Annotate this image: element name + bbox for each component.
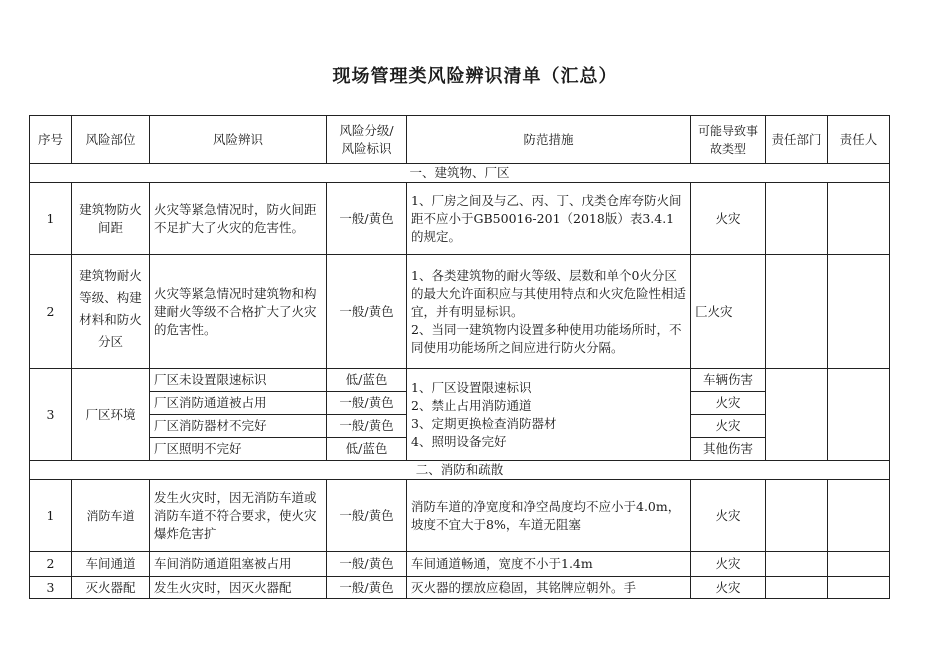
cell-accident: 其他伤害 (691, 438, 766, 461)
cell-location: 建筑物耐火等级、构建材料和防火分区 (79, 267, 142, 349)
cell-location: 车间通道 (72, 552, 150, 577)
section-row (30, 461, 890, 480)
section-title: 二、消防和疏散 (30, 461, 890, 480)
header-measures: 防范措施 (407, 116, 691, 164)
table-row (30, 577, 890, 599)
cell-identify-text: 发生火灾时，因无消防车道或消防车道不符合要求，使火灾爆炸危害扩 (154, 489, 317, 541)
cell-accident: 车辆伤害 (691, 369, 766, 392)
section-row (30, 164, 890, 183)
header-person: 责任人 (828, 116, 890, 164)
cell-level: 一般/黄色 (327, 255, 407, 369)
cell-measures: 车间通道畅通，宽度不小于1.4m (407, 552, 691, 577)
cell-dept (766, 369, 828, 461)
cell-level: 一般/黄色 (327, 577, 407, 599)
cell-seq: 3 (30, 369, 72, 461)
table-row (30, 183, 890, 255)
cell-identify: 火灾等紧急情况时建筑物和构建耐火等级不合格扩大了火灾的危害性。 (150, 255, 327, 369)
cell-level: 低/蓝色 (327, 438, 407, 461)
cell-measures: 灭火器的摆放应稳固，其铭牌应朝外。手 (407, 577, 691, 599)
cell-person (828, 577, 890, 599)
header-dept: 责任部门 (766, 116, 828, 164)
measure-item: 1、各类建筑物的耐火等级、层数和单个0火分区的最大允许面积应与其使用特点和火灾危险性相适宜，并有明显标识。 (411, 267, 687, 319)
cell-seq: 2 (30, 552, 72, 577)
cell-dept (766, 255, 828, 369)
cell-measures: 消防车道的净宽度和净空咼度均不应小于4.0m，坡度不宜大于8%，车道无阻塞 (407, 480, 691, 552)
cell-level: 一般/黄色 (327, 480, 407, 552)
cell-measures (407, 255, 691, 369)
section-title: 一、建筑物、厂区 (30, 164, 890, 183)
header-location: 风险部位 (72, 116, 150, 164)
cell-dept (766, 577, 828, 599)
cell-measures (407, 369, 691, 461)
cell-location: 建筑物防火间距 (72, 183, 150, 255)
cell-accident: 火灾 (691, 415, 766, 438)
measure-item: 4、照明设备完好 (411, 433, 507, 449)
cell-person (828, 255, 890, 369)
page-title: 现场管理类风险辨识清单（汇总） (332, 66, 618, 87)
cell-identify: 厂区消防器材不完好 (150, 415, 327, 438)
cell-identify: 火灾等紧急情况时，防火间距不足扩大了火灾的危害性。 (150, 183, 327, 255)
cell-person (828, 369, 890, 461)
cell-location: 厂区环境 (72, 369, 150, 461)
cell-accident: 火灾 (691, 480, 766, 552)
cell-location: 消防车道 (72, 480, 150, 552)
header-level: 风险分级/ 风险标识 (327, 116, 407, 164)
table-row (30, 255, 890, 369)
cell-level: 一般/黄色 (327, 415, 407, 438)
header-seq: 序号 (30, 116, 72, 164)
cell-location-wrap (72, 255, 150, 369)
cell-level: 一般/黄色 (327, 392, 407, 415)
header-accident: 可能导致事故类型 (691, 116, 766, 164)
cell-accident: 火灾 (691, 392, 766, 415)
measure-item: 3、定期更换检查消防器材 (411, 415, 557, 431)
cell-accident: 火灾 (691, 552, 766, 577)
cell-identify (150, 480, 327, 552)
cell-person (828, 183, 890, 255)
cell-seq: 3 (30, 577, 72, 599)
cell-level: 一般/黄色 (327, 183, 407, 255)
table-row (30, 552, 890, 577)
table-row (30, 480, 890, 552)
header-row (30, 116, 890, 164)
header-identify: 风险辨识 (150, 116, 327, 164)
cell-person (828, 552, 890, 577)
cell-level: 低/蓝色 (327, 369, 407, 392)
cell-dept (766, 552, 828, 577)
table-row (30, 369, 890, 392)
cell-dept (766, 480, 828, 552)
cell-identify: 发生火灾时，因灭火器配 (150, 577, 327, 599)
cell-dept (766, 183, 828, 255)
cell-accident: 火灾 (691, 577, 766, 599)
measure-item: 2、当同一建筑物内设置多种使用功能场所时，不同使用功能场所之间应进行防火分隔。 (411, 321, 682, 355)
cell-identify: 车间消防通道阻塞被占用 (150, 552, 327, 577)
cell-seq: 1 (30, 183, 72, 255)
cell-identify: 厂区照明不完好 (150, 438, 327, 461)
cell-person (828, 480, 890, 552)
cell-seq: 1 (30, 480, 72, 552)
cell-location: 灭火器配 (72, 577, 150, 599)
cell-identify: 厂区消防通道被占用 (150, 392, 327, 415)
cell-accident: 匚火灾 (691, 255, 766, 369)
cell-level: 一般/黄色 (327, 552, 407, 577)
cell-accident: 火灾 (691, 183, 766, 255)
cell-identify: 厂区未设置限速标识 (150, 369, 327, 392)
risk-table (29, 115, 890, 599)
measure-item: 2、禁止占用消防通道 (411, 397, 532, 413)
cell-measures: 1、厂房之间及与乙、丙、丁、戊类仓库夸防火间距不应小于GB50016-201（2018版）表3.4.1的规定。 (407, 183, 691, 255)
cell-seq: 2 (30, 255, 72, 369)
measure-item: 1、厂区设置限速标识 (411, 379, 532, 395)
